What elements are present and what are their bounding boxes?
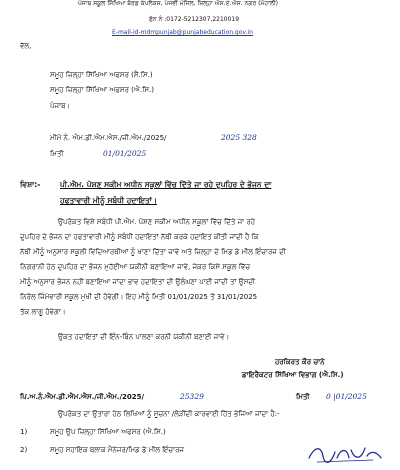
endorsement-number-label: ਪਿ.ਅ.ਨੰ.ਐਮ.ਡੀ.ਐਮ.ਐਸ./ਜੀ.ਐਮ./2025/ <box>20 393 145 401</box>
endorsement-number-handwritten: 25329 <box>180 392 204 401</box>
endorsement-item-1-num: 1) <box>20 428 28 436</box>
subject-line-1: ਪੀ.ਐਮ. ਪੋਸ਼ਣ ਸਕੀਮ ਅਧੀਨ ਸਕੂਲਾਂ ਵਿੱਚ ਦਿੱਤੇ ਜਾ ਰਹੇ ਦੁਪਹਿਰ ਦੇ ਭੋਜਨ ਦਾ <box>60 180 272 189</box>
state-line: ਪੰਜਾਬ। <box>50 102 71 110</box>
endorsement-item-1-text: ਸਮੂਹ ਉਪ ਜ਼ਿਲ੍ਹਾ ਸਿੱਖਿਆ ਅਫਸਰ (ਐ.ਸਿ.) <box>50 428 166 436</box>
recipient-2: ਸਮੂਹ ਜ਼ਿਲ੍ਹਾ ਸਿੱਖਿਆ ਅਫਸਰ (ਐ.ਸਿ.) <box>50 86 154 94</box>
body-line-5: ਮੀਨੂੰ ਅਨੁਸਾਰ ਭੋਜਨ ਨਹੀਂ ਬਣਾਇਆ ਜਾਂਦਾ ਭਾਵ ਹਦਾਇਤਾਂ ਦੀ ਉਲੰਘਣਾ ਪਾਈ ਜਾਂਦੀ ਤਾਂ ਉਸਦੀ <box>20 278 256 286</box>
email-link[interactable]: E-mail-id-mdmpunjab@punjabeducation.gov.in <box>112 29 253 36</box>
endorsement-item-2-num: 2) <box>20 446 28 454</box>
signatory-name: ਹਰਕਿਰਤ ਕੌਰ ਚਾਨੇ <box>275 358 325 366</box>
recipient-1: ਸਮੂਹ ਜ਼ਿਲ੍ਹਾ ਸਿੱਖਿਆ ਅਫਸਰ (ਸੈ.ਸਿ.) <box>50 71 153 79</box>
endorsement-date-value: 0 |01/2025 <box>326 392 367 401</box>
memo-date-label: ਮਿਤੀ <box>50 150 64 158</box>
handwritten-signature <box>305 440 385 468</box>
memo-date-value: 01/01/2025 <box>103 149 147 158</box>
endorsement-intro: ਉਪਰੋਕਤ ਦਾ ਉਤਾਰਾ ਹੇਠ ਲਿਖਿਆਂ ਨੂੰ ਸੂਚਨਾ /ਲੋੜੀਂਦੀ ਕਾਰਵਾਈ ਹਿੱਤ ਭੇਜਿਆ ਜਾਂਦਾ ਹੈ:- <box>58 410 280 418</box>
signatory-designation: ਡਾਇਰੈਕਟਰ ਸਿੱਖਿਆ ਵਿਭਾਗ (ਐ.ਸਿ.) <box>242 371 344 379</box>
phone-line: ਫੋਨ ਨੰ :0172-5212307,2210019 <box>149 16 240 23</box>
endorsement-item-2-text: ਸਮੂਹ ਸਹਾਇਕ ਬਲਾਕ ਮੈਨੇਜਰ/ਮਿਡ ਡੇ ਮੀਲ ਇੰਚਾਰਜ <box>50 446 184 454</box>
endorsement-date-label: ਮਿਤੀ <box>296 393 310 401</box>
body-line-2: ਦੁਪਹਿਰ ਦੇ ਭੋਜਨ ਦਾ ਹਫਤਾਵਾਰੀ ਮੀਨੂੰ ਸਬੰਧੀ ਹਦਾਇਤਾਂ ਨੱਥੀ ਕਰਕੇ ਹਦਾਇਤ ਕੀਤੀ ਜਾਂਦੀ ਹੈ ਕਿ <box>20 233 259 241</box>
to-label: ਵੱਲ, <box>20 42 32 50</box>
body-line-3: ਨੱਥੀ ਮੀਨੂੰ ਅਨੁਸਾਰ ਸਕੂਲੀ ਵਿਦਿਆਰਥੀਆਂ ਨੂੰ ਖਾਣਾ ਦਿੱਤਾ ਜਾਵੇ ਅਤੇ ਜ਼ਿਲ੍ਹਾ ਦੇ ਮਿਡ ਡੇ ਮੀਲ ਇੰਚਾਰਜ ਦੀ <box>20 248 286 256</box>
office-address-line: ਪੰਜਾਬ ਸਕੂਲ ਸਿੱਖਿਆ ਬੋਰਡ ਕੰਪਲੈਕਸ, ਪੰਜਵੀਂ ਮੰਜਿਲ, ਜਿਲ੍ਹਾ ਐਸ.ਏ.ਐਸ. ਨਗਰ (ਮੋਹਾਲੀ) <box>78 0 278 7</box>
memo-number-handwritten: 2025 328 <box>221 133 257 142</box>
body-line-4: ਨਿਗਰਾਨੀ ਹੇਠ ਦੁਪਹਿਰ ਦਾ ਭੋਜਨ ਮੁਹੱਈਆ ਯਕੀਨੀ ਬਣਾਇਆ ਜਾਵੇ, ਜੇਕਰ ਕਿਸੇ ਸਕੂਲ ਵਿੱਚ <box>20 263 251 271</box>
subject-line-2: ਹਫਤਾਵਾਰੀ ਮੀਨੂੰ ਸਬੰਧੀ ਹਦਾਇਤਾਂ। <box>60 196 157 205</box>
body-line-6: ਨਿਰੋਲ ਜਿੰਮੇਵਾਰੀ ਸਕੂਲ ਮੁਖੀ ਦੀ ਹੋਵੇਗੀ। ਇਹ ਮੀਨੂੰ ਮਿਤੀ 01/01/2025 ਤੋਂ 31/01/2025 <box>20 293 258 301</box>
body-line-7: ਤੱਕ ਲਾਗੂ ਹੋਵੇਗਾ। <box>20 308 66 316</box>
body-line-1: ਉਪਰੋਕਤ ਵਿਸ਼ੇ ਸਬੰਧੀ ਪੀ.ਐਮ. ਪੋਸ਼ਣ ਸਕੀਮ ਅਧੀਨ ਸਕੂਲਾਂ ਵਿੱਚ ਦਿੱਤੇ ਜਾ ਰਹੇ <box>58 218 256 226</box>
closing-line: ਉਕਤ ਹਦਾਇਤਾਂ ਦੀ ਇੰਨ-ਬਿੰਨ ਪਾਲਣਾ ਕਰਨੀ ਯਕੀਨੀ ਬਣਾਈ ਜਾਵੇ। <box>58 333 230 341</box>
subject-label: ਵਿਸ਼ਾ:- <box>20 180 41 189</box>
memo-number-label: ਮੀਮੋ ਨੰ. ਐਮ.ਡੀ.ਐਮ.ਐਸ./ਜੀ.ਐਮ./2025/ <box>50 134 167 142</box>
